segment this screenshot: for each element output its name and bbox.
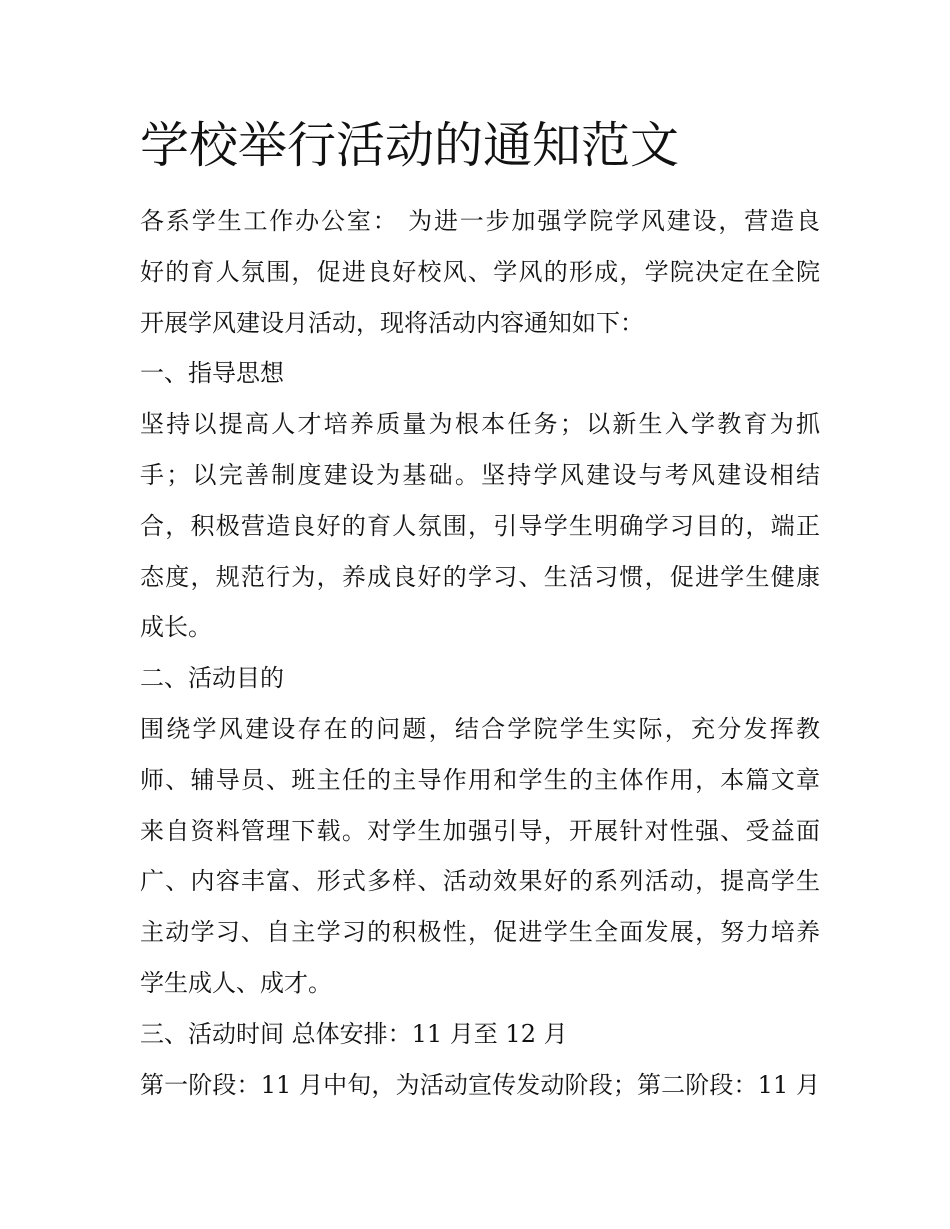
body-line: 成长。: [140, 613, 212, 642]
section-heading: 一、指导思想: [140, 359, 284, 388]
body-line: 各系学生工作办公室： 为进一步加强学院学风建设，营造良: [140, 207, 820, 235]
body-line: 手；以完善制度建设为基础。坚持学风建设与考风建设相结: [140, 460, 820, 489]
document-body: [140, 196, 820, 1110]
document-title: 学校举行活动的通知范文: [140, 117, 680, 174]
body-line: 合，积极营造良好的育人氛围，引导学生明确学习目的，端正: [140, 511, 820, 540]
body-line: 坚持以提高人才培养质量为根本任务；以新生入学教育为抓: [140, 410, 820, 439]
body-line: 态度，规范行为，养成良好的学习、生活习惯，促进学生健康: [140, 562, 820, 591]
body-line: 第一阶段：11 月中旬，为活动宣传发动阶段；第二阶段：11 月: [140, 1070, 820, 1099]
body-line: 广、内容丰富、形式多样、活动效果好的系列活动，提高学生: [140, 867, 820, 896]
body-line: 来自资料管理下载。对学生加强引导，开展针对性强、受益面: [140, 816, 820, 845]
body-line: 好的育人氛围，促进良好校风、学风的形成，学院决定在全院: [140, 257, 820, 286]
body-line: 学生成人、成才。: [140, 968, 332, 997]
body-line: 师、辅导员、班主任的主导作用和学生的主体作用，本篇文章: [140, 765, 820, 794]
body-line: 围绕学风建设存在的问题，结合学院学生实际，充分发挥教: [140, 714, 820, 743]
body-line: 开展学风建设月活动，现将活动内容通知如下：: [140, 308, 644, 337]
section-heading: 二、活动目的: [140, 664, 284, 693]
section-heading: 三、活动时间 总体安排：11 月至 12 月: [140, 1019, 568, 1048]
body-line: 主动学习、自主学习的积极性，促进学生全面发展，努力培养: [140, 918, 820, 947]
